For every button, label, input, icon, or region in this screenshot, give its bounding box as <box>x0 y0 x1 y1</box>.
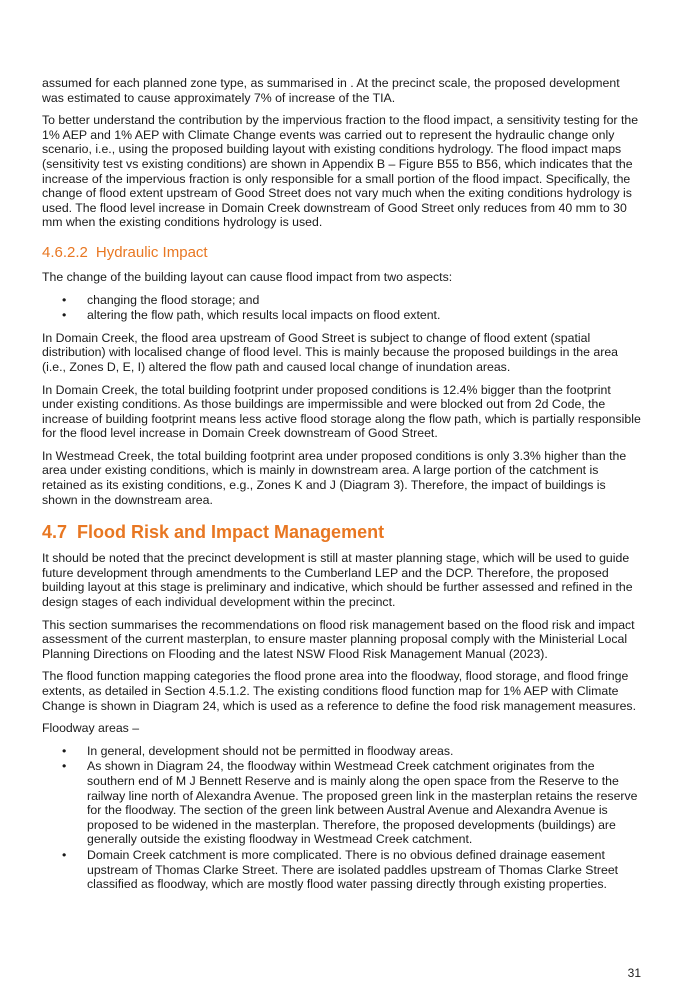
paragraph: This section summarises the recommendations on flood risk management based on the flood risk and impact assessment of the current masterplan, to ensure master planning proposal comply with the Ministerial Local Planning Directions on Flooding and the latest NSW Flood Risk Management Manual (2023). <box>42 617 635 661</box>
page-number: 31 <box>627 966 641 980</box>
list-item: • Domain Creek catchment is more complicated. There is no obvious defined drainage easement upstream of Thomas Clarke Street. There are isolated paddles upstream of Thomas Clarke Street classified as floodway, which are mostly flood water passing directly through existing properties. <box>42 848 642 892</box>
section-title: Hydraulic Impact <box>95 243 208 261</box>
section-heading-4622 <box>42 244 642 262</box>
list-item: • altering the flow path, which results local impacts on flood extent. <box>42 308 642 323</box>
paragraph: assumed for each planned zone type, as summarised in . At the precinct scale, the proposed development was estimated to cause approximately 7% of increase of the TIA. <box>42 76 620 105</box>
section-number: 4.6.2.2 <box>42 243 88 261</box>
paragraph: The change of the building layout can cause flood impact from two aspects: <box>42 269 453 284</box>
paragraph: To better understand the contribution by the impervious fraction to the flood impact, a sensitivity testing for the 1% AEP and 1% AEP with Climate Change events was carried out to represent the hydraulic change only scenario, i.e., using the proposed building layout with existing conditions hydrology. The flood impact maps (sensitivity test vs existing conditions) are shown in Appendix B – Figure B55 to B56, which indicates that the increase of the impervious fraction is only responsible for a small portion of the flood impact. Specifically, the change of flood extent upstream of Good Street does not vary much when the exiting conditions hydrology is used. The flood level increase in Domain Creek downstream of Good Street only reduces from 40 mm to 30 mm when the existing conditions hydrology is used. <box>42 113 639 230</box>
paragraph: In Westmead Creek, the total building footprint area under proposed conditions is only 3.3% higher than the area under existing conditions, which is mainly in downstream area. A large portion of the catchment is retained as its existing conditions, e.g., Zones K and J (Diagram 3). Therefore, the impact of buildings is shown in the downstream area. <box>42 448 627 507</box>
floodway-label: Floodway areas – <box>42 721 140 736</box>
section-number: 4.7 <box>42 522 68 543</box>
document-page <box>42 76 642 900</box>
section-title: Flood Risk and Impact Management <box>77 522 385 543</box>
bullet-list <box>42 744 642 892</box>
section-heading-47 <box>42 521 642 543</box>
bullet-list <box>42 293 642 323</box>
list-item: • As shown in Diagram 24, the floodway within Westmead Creek catchment originates from the southern end of M J Bennett Reserve and is mainly along the open space from the Reserve to the railway line north of Alexandra Avenue. The proposed green link in the masterplan retains the reserve for the floodway. The section of the green link between Austral Avenue and Alexandra Avenue is proposed to be widened in the masterplan. Therefore, the proposed developments (buildings) are generally outside the existing floodway in Westmead Creek catchment. <box>42 759 642 847</box>
list-item: • changing the flood storage; and <box>42 293 642 308</box>
paragraph: In Domain Creek, the flood area upstream of Good Street is subject to change of flood extent (spatial distribution) with localised change of flood level. This is mainly because the proposed buildings in the area (i.e., Zones D, E, I) altered the flow path and caused local change of inundation areas. <box>42 330 619 374</box>
paragraph: In Domain Creek, the total building footprint under proposed conditions is 12.4% bigger than the footprint under existing conditions. As those buildings are impermissible and were blocked out from 2d Code, the increase of building footprint means less active flood storage along the flow path, which is partially responsible for the flood level increase in Domain Creek downstream of Good Street. <box>42 382 641 441</box>
paragraph: The flood function mapping categories the flood prone area into the floodway, flood storage, and flood fringe extents, as detailed in Section 4.5.1.2. The existing conditions flood function map for 1% AEP with Climate Change is shown in Diagram 24, which is used as a reference to define the food risk management measures. <box>42 669 636 713</box>
list-item: • In general, development should not be permitted in floodway areas. <box>42 744 642 759</box>
paragraph: It should be noted that the precinct development is still at master planning stage, which will be used to guide future development through amendments to the Cumberland LEP and the DCP. Therefore, the proposed building layout at this stage is preliminary and indicative, which should be further assessed and refined in the design stages of each individual development within the precinct. <box>42 551 633 610</box>
